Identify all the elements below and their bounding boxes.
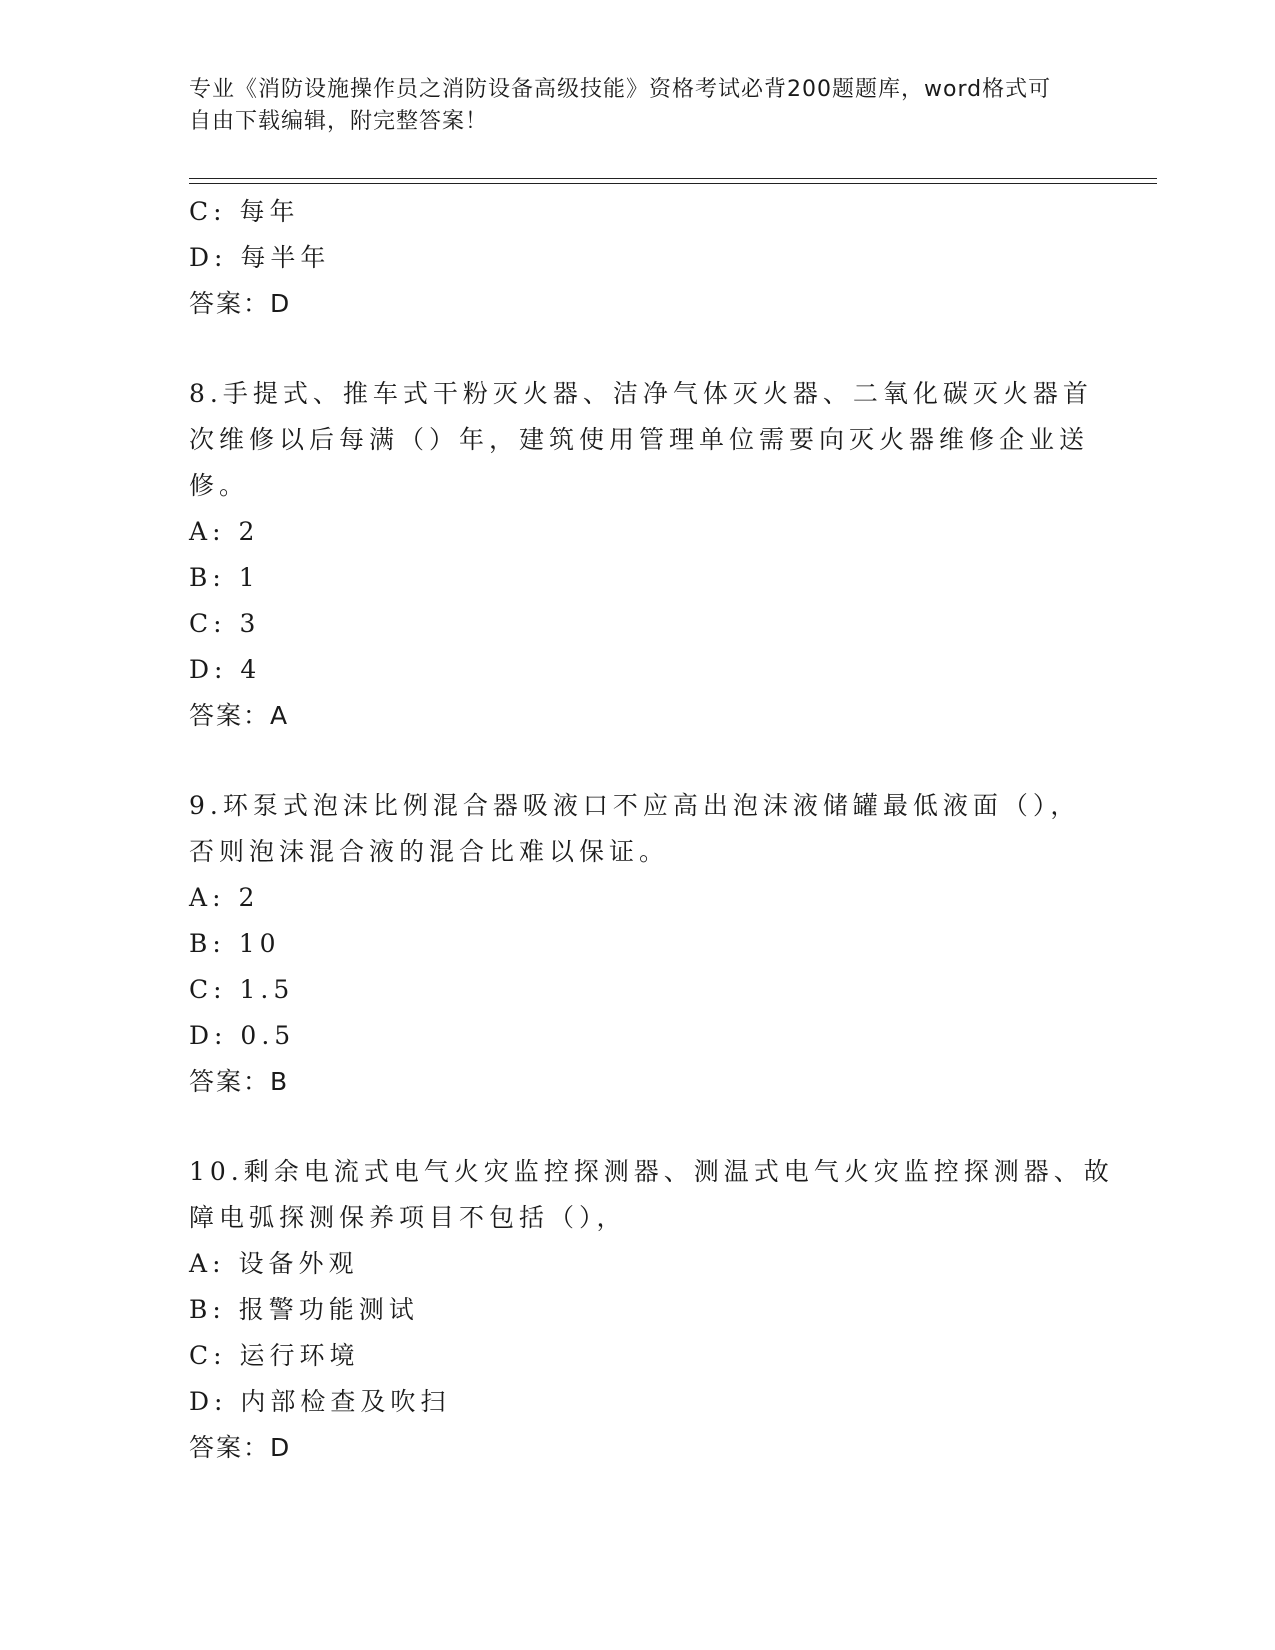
- option-c: C: 3: [189, 609, 261, 638]
- question-9: [189, 783, 1079, 1105]
- question-text-line: 9.环泵式泡沫比例混合器吸液口不应高出泡沫液储罐最低液面（），: [189, 791, 1081, 820]
- option-a: A: 2: [189, 883, 260, 912]
- answer-line: 答案：A: [189, 701, 290, 730]
- answer-line: 答案：D: [189, 1433, 292, 1462]
- option-c: C: 每年: [189, 197, 300, 226]
- option-b: B: 1: [189, 563, 260, 592]
- option-d: D: 0.5: [189, 1021, 296, 1050]
- question-text-line: 否则泡沫混合液的混合比难以保证。: [189, 837, 670, 866]
- question-text-line: 8.手提式、推车式干粉灭火器、洁净气体灭火器、二氧化碳灭火器首: [189, 379, 1093, 408]
- answer-line: 答案：D: [189, 289, 292, 318]
- question-text-line: 修。: [189, 471, 250, 500]
- option-a: A: 2: [189, 517, 260, 546]
- option-a: A: 设备外观: [189, 1249, 359, 1278]
- option-c: C: 运行环境: [189, 1341, 360, 1370]
- previous-question-options: [189, 189, 1079, 327]
- option-b: B: 10: [189, 929, 281, 958]
- option-c: C: 1.5: [189, 975, 295, 1004]
- page-header-title: 专业《消防设施操作员之消防设备高级技能》资格考试必背200题题库，word格式可自由下载编辑，附完整答案！: [189, 77, 1052, 134]
- answer-line: 答案：B: [189, 1067, 290, 1096]
- option-d: D: 内部检查及吹扫: [189, 1387, 451, 1416]
- question-text-line: 次维修以后每满（）年，建筑使用管理单位需要向灭火器维修企业送: [189, 425, 1090, 454]
- header-divider-bottom: [189, 183, 1157, 184]
- question-text-line: 10.剩余电流式电气火灾监控探测器、测温式电气火灾监控探测器、故: [189, 1157, 1114, 1186]
- question-content: [189, 189, 1114, 1471]
- question-10: [189, 1149, 1114, 1471]
- header-divider-top: [189, 178, 1157, 179]
- option-d: D: 每半年: [189, 243, 331, 272]
- question-8: [189, 371, 1093, 739]
- option-b: B: 报警功能测试: [189, 1295, 419, 1324]
- option-d: D: 4: [189, 655, 262, 684]
- question-text-line: 障电弧探测保养项目不包括（），: [189, 1203, 627, 1232]
